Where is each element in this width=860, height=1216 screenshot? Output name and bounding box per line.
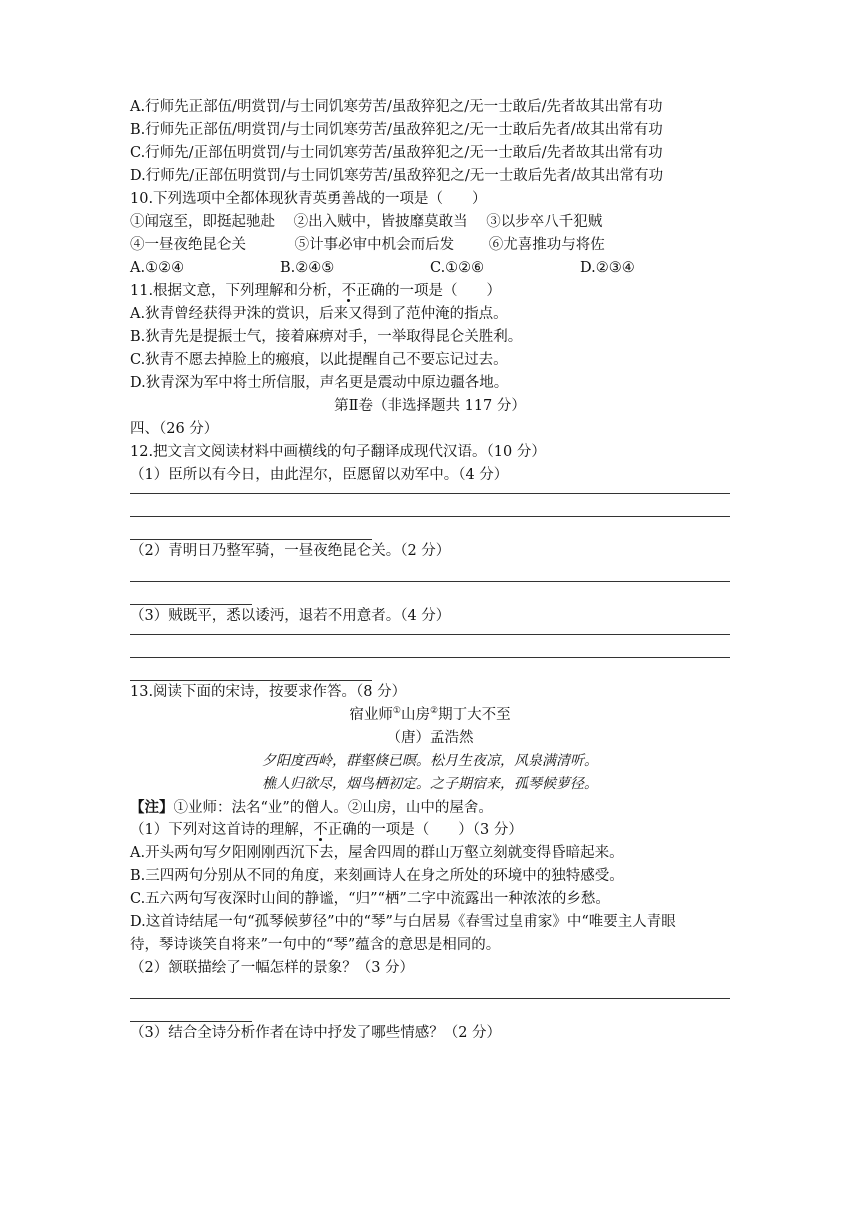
q11-stem-text: 11.根据文意，下列理解和分析， (130, 283, 342, 299)
emphasis-dot: 不 (313, 822, 328, 838)
q9-option-d: D.行师先/正部伍明赏罚/与士同饥寒劳苦/虽敌猝犯之/无一士敢后先者/故其出常有功 (130, 168, 664, 184)
poem-title (130, 704, 730, 727)
q10-item-4: ④一昼夜绝昆仑关 (130, 237, 246, 253)
footnote-marker-1: ① (392, 706, 401, 717)
q13-option-a: A.开头两句写夕阳刚刚西沉下去，屋舍四周的群山万壑立刻就变得昏暗起来。 (130, 845, 624, 861)
q10-item-3: ③以步卒八千犯贼 (486, 214, 603, 230)
q11-option-d: D.狄青深为军中将士所信服，声名更是震动中原边疆各地。 (130, 375, 509, 391)
poem-title-b: 山房 (401, 707, 430, 723)
q13-option-c: C.五六两句写夜深时山间的静谧，“归”“栖”二字中流露出一种浓浓的乡愁。 (130, 891, 610, 907)
emphasis-dot: 不 (341, 283, 357, 299)
q13-option-d: D.这首诗结尾一句“孤琴候萝径”中的“琴”与白居易《春雪过皇甫家》中“唯要主人青眼 (130, 914, 676, 930)
q13-stem: 13.阅读下面的宋诗，按要求作答。（8 分） (130, 684, 407, 700)
poem-line-2: 樵人归欲尽，烟鸟栖初定。之子期宿来，孤琴候萝径。 (262, 776, 598, 792)
q12-stem: 12.把文言文阅读材料中画横线的句子翻译成现代汉语。（10 分） (130, 444, 546, 460)
poem-line-1: 夕阳度西岭，群壑倏已暝。松月生夜凉，风泉满清听。 (262, 753, 598, 769)
section2-title: 第Ⅱ卷（非选择题共 117 分） (334, 398, 526, 414)
poem-author: （唐）孟浩然 (386, 730, 474, 746)
poem-title-c: 期丁大不至 (438, 707, 511, 723)
q10-choice-a: A.①②④ (130, 260, 185, 276)
q10-item-1: ①闻寇至，即挺起驰赴 (130, 214, 275, 230)
footnote-marker-2: ② (430, 706, 439, 717)
q10-items-row2 (130, 234, 730, 257)
q10-choices (130, 257, 730, 280)
q13-part1-stem (130, 819, 730, 842)
q9-option-b: B.行师先正部伍/明赏罚/与士同饥寒劳苦/虽敌猝犯之/无一士敢后先者/故其出常有功 (130, 122, 663, 138)
q10-item-2: ②出入贼中，皆披靡莫敢当 (293, 214, 468, 230)
q13-part2: （2）颔联描绘了一幅怎样的景象？（3 分） (130, 960, 415, 976)
q10-choice-b: B.②④⑤ (280, 260, 335, 276)
q13-option-b: B.三四两句分别从不同的角度，来刻画诗人在身之所处的环境中的独特感受。 (130, 868, 624, 884)
q12-sentence-2: （2）青明日乃整军骑，一昼夜绝昆仑关。（2 分） (130, 543, 451, 559)
q10-stem: 10.下列选项中全都体现狄青英勇善战的一项是（ ） (130, 191, 487, 207)
poem-title-a: 宿业师 (349, 707, 393, 723)
q13-part1-text: （1）下列对这首诗的理解， (130, 822, 314, 838)
exam-page (130, 96, 730, 1045)
q13-option-d-cont: 待，琴诗谈笑自将来”一句中的“琴”蕴含的意思是相同的。 (130, 937, 501, 953)
q13-part3: （3）结合全诗分析作者在诗中抒发了哪些情感？（2 分） (130, 1025, 502, 1041)
q11-stem-tail: 正确的一项是（ ） (356, 283, 502, 299)
q10-choice-d: D.②③④ (580, 260, 635, 276)
note-text: ①业师：法名“业”的僧人。②山房，山中的屋舍。 (173, 800, 493, 816)
q11-stem (130, 280, 730, 303)
q10-item-6: ⑥尤喜推功与将佐 (488, 237, 605, 253)
q10-choice-c: C.①②⑥ (430, 260, 485, 276)
q10-item-5: ⑤计事必审中机会而后发 (294, 237, 455, 253)
q12-sentence-1: （1）臣所以有今日，由此涅尔，臣愿留以劝军中。（4 分） (130, 467, 509, 483)
q10-items-row1 (130, 211, 730, 234)
q9-option-a: A.行师先正部伍/明赏罚/与士同饥寒劳苦/虽敌猝犯之/无一士敢后/先者故其出常有功 (130, 99, 663, 115)
q13-part1-tail: 正确的一项是（ ）（3 分） (327, 822, 523, 838)
note-label: 【注】 (130, 799, 174, 816)
q11-option-a: A.狄青曾经获得尹洙的赏识，后来又得到了范仲淹的指点。 (130, 306, 508, 322)
part4-heading: 四、（26 分） (130, 421, 219, 437)
q9-option-c: C.行师先/正部伍明赏罚/与士同饥寒劳苦/虽敌猝犯之/无一士敢后/先者故其出常有功 (130, 145, 663, 161)
poem-note (130, 796, 730, 819)
q11-option-b: B.狄青先是提振士气，接着麻痹对手，一举取得昆仑关胜利。 (130, 329, 523, 345)
q12-sentence-3: （3）贼既平，悉以诿沔，退若不用意者。（4 分） (130, 608, 451, 624)
q11-option-c: C.狄青不愿去掉脸上的瘢痕，以此提醒自己不要忘记过去。 (130, 352, 508, 368)
